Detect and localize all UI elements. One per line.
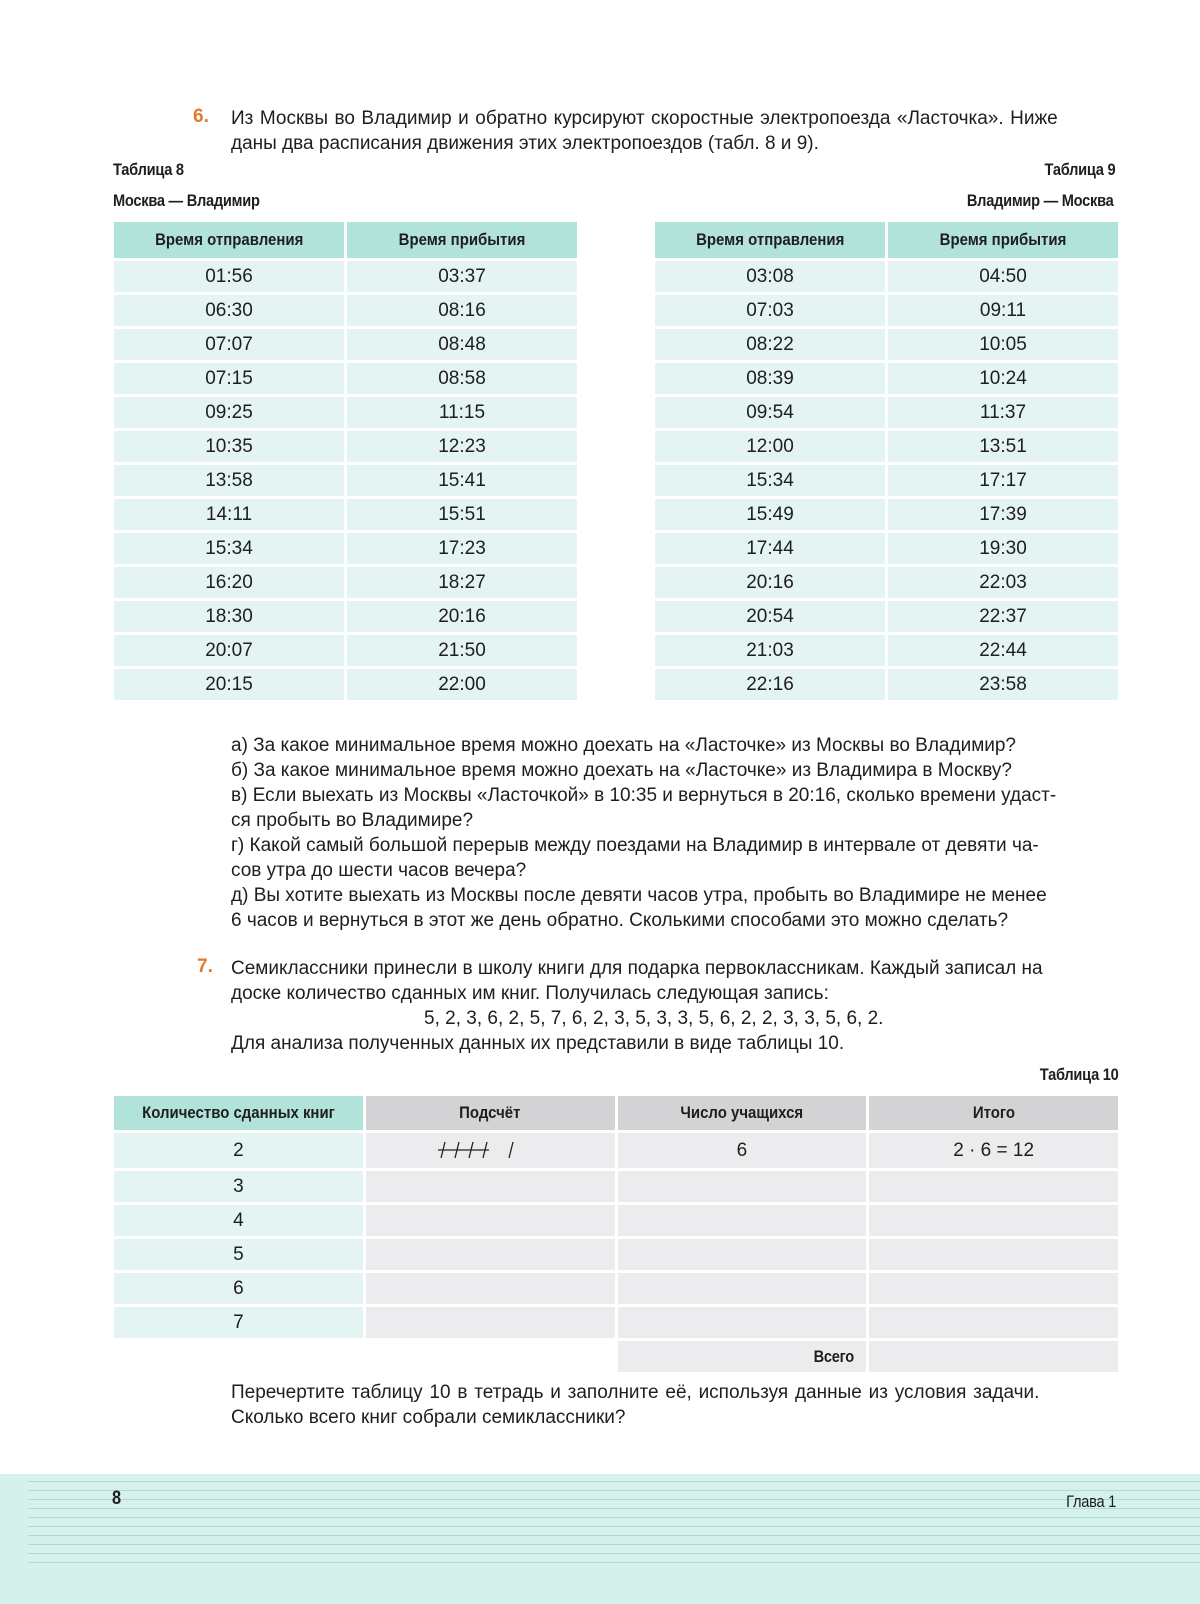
table-9-arrival-cell: 13:51: [888, 431, 1118, 462]
table-8-departure-cell: 07:15: [114, 363, 344, 394]
table-10-tally-cell: [366, 1205, 615, 1236]
task-7-number: 7.: [197, 956, 213, 977]
table-10-total-label: Всего: [618, 1341, 867, 1372]
table-8-departure-cell: 09:25: [114, 397, 344, 428]
table-8-arrival-cell: 21:50: [347, 635, 577, 666]
table-9-arrival-cell: 23:58: [888, 669, 1118, 700]
table-8-arrival-cell: 17:23: [347, 533, 577, 564]
task-6-intro-line: даны два расписания движения этих электропоездов (табл. 8 и 9).: [231, 133, 819, 154]
table-9-departure-cell: 17:44: [655, 533, 885, 564]
table-8-row: [114, 329, 577, 360]
table-10-students-cell: [618, 1307, 867, 1338]
table-8-arrival-cell: 15:51: [347, 499, 577, 530]
table-8-arrival-cell: 20:16: [347, 601, 577, 632]
question-a: а) За какое минимальное время можно доехать на «Ласточке» из Москвы во Владимир?: [231, 735, 1017, 756]
table-9-arrival-cell: 19:30: [888, 533, 1118, 564]
table-10-header-tally: Подсчёт: [366, 1096, 615, 1130]
table-9-departure-cell: 20:16: [655, 567, 885, 598]
task-7-record: 5, 2, 3, 6, 2, 5, 7, 6, 2, 3, 5, 3, 3, 5, 6, 2, 2, 3, 3, 5, 6, 2.: [424, 1008, 884, 1029]
table-10-books-cell: 5: [114, 1239, 363, 1270]
table-9-row: [655, 669, 1118, 700]
table-9-departure-cell: 09:54: [655, 397, 885, 428]
table-9-row: [655, 567, 1118, 598]
table-9-arrival-cell: 10:05: [888, 329, 1118, 360]
question-v-cont: ся пробыть во Владимире?: [231, 810, 474, 831]
table-10-header-total: Итого: [869, 1096, 1118, 1130]
table-9-row: [655, 261, 1118, 292]
table-10-header-books: Количество сданных книг: [114, 1096, 363, 1130]
table-9-arrival-cell: 22:03: [888, 567, 1118, 598]
table-10-students-cell: 6: [618, 1133, 867, 1168]
page-footer: [0, 1474, 1200, 1604]
table-8-arrival-cell: 12:23: [347, 431, 577, 462]
table-8-arrival-cell: 03:37: [347, 261, 577, 292]
table-9-arrival-cell: 09:11: [888, 295, 1118, 326]
task-6-questions: [231, 733, 1117, 933]
question-b: б) За какое минимальное время можно доехать на «Ласточке» из Владимира в Москву?: [231, 760, 1012, 781]
table-9-row: [655, 635, 1118, 666]
question-d: д) Вы хотите выехать из Москвы после девяти часов утра, пробыть во Владимире не менее: [231, 885, 1047, 906]
table-10-total-row: [114, 1341, 1118, 1372]
table-9-departure-cell: 21:03: [655, 635, 885, 666]
table-10-total-value: [869, 1341, 1118, 1372]
table-8-departure-cell: 10:35: [114, 431, 344, 462]
table-8-body: [114, 261, 577, 700]
task-7-intro: [231, 956, 1117, 1056]
question-g-cont: сов утра до шести часов вечера?: [231, 860, 527, 881]
table-9-header-arrival: Время прибытия: [888, 222, 1118, 258]
task-7-closing: [231, 1380, 1117, 1430]
table-8-arrival-cell: 22:00: [347, 669, 577, 700]
task-7-closing-line: Перечертите таблицу 10 в тетрадь и заполните её, используя данные из условия задачи.: [231, 1382, 1040, 1403]
table-9-route: Владимир — Москва: [966, 191, 1113, 210]
table-10-books-cell: 7: [114, 1307, 363, 1338]
table-8-row: [114, 397, 577, 428]
table-9-departure-cell: 15:34: [655, 465, 885, 496]
table-8-header-row: [114, 222, 577, 258]
table-10-row: [114, 1171, 1118, 1202]
table-9-arrival-cell: 10:24: [888, 363, 1118, 394]
table-9-row: [655, 363, 1118, 394]
table-10-students-cell: [618, 1273, 867, 1304]
table-8-row: [114, 499, 577, 530]
table-10-header-students: Число учащихся: [618, 1096, 867, 1130]
table-9-departure-cell: 08:39: [655, 363, 885, 394]
table-10-header-row: [114, 1096, 1118, 1130]
task-6-number: 6.: [193, 106, 209, 127]
table-10-caption: Таблица 10: [1039, 1065, 1118, 1084]
table-10-total-cell: [869, 1273, 1118, 1304]
table-9-header-departure: Время отправления: [655, 222, 885, 258]
table-8-header-departure: Время отправления: [114, 222, 344, 258]
table-9-header-row: [655, 222, 1118, 258]
table-8-departure-cell: 18:30: [114, 601, 344, 632]
table-10-books-cell: 6: [114, 1273, 363, 1304]
table-8-arrival-cell: 15:41: [347, 465, 577, 496]
table-8-row: [114, 295, 577, 326]
table-10-total-cell: 2 · 6 = 12: [869, 1133, 1118, 1168]
table-9-row: [655, 465, 1118, 496]
table-9-arrival-cell: 11:37: [888, 397, 1118, 428]
question-v: в) Если выехать из Москвы «Ласточкой» в 10:35 и вернуться в 20:16, сколько времени удаст-: [231, 785, 1057, 806]
table-10-total-cell: [869, 1205, 1118, 1236]
table-10-students-cell: [618, 1171, 867, 1202]
table-9-departure-cell: 15:49: [655, 499, 885, 530]
table-8-caption: Таблица 8: [113, 160, 184, 179]
table-10-tally-cell: [366, 1307, 615, 1338]
table-8-departure-cell: 01:56: [114, 261, 344, 292]
table-8-row: [114, 601, 577, 632]
table-8-row: [114, 431, 577, 462]
table-10-row: [114, 1307, 1118, 1338]
table-8-arrival-cell: 11:15: [347, 397, 577, 428]
table-9-row: [655, 295, 1118, 326]
table-9-row: [655, 533, 1118, 564]
table-9-body: [655, 261, 1118, 700]
table-8-departure-cell: 06:30: [114, 295, 344, 326]
table-10-total-cell: [869, 1307, 1118, 1338]
table-10-tally-cell: [366, 1239, 615, 1270]
table-8-arrival-cell: 18:27: [347, 567, 577, 598]
table-9-arrival-cell: 17:17: [888, 465, 1118, 496]
table-8-row: [114, 465, 577, 496]
task-7-analysis: Для анализа полученных данных их представили в виде таблицы 10.: [231, 1033, 845, 1054]
table-8-arrival-cell: 08:48: [347, 329, 577, 360]
table-10-books-cell: 3: [114, 1171, 363, 1202]
table-8-row: [114, 567, 577, 598]
table-8-row: [114, 669, 577, 700]
table-9-row: [655, 329, 1118, 360]
table-8-departure-cell: 14:11: [114, 499, 344, 530]
task-6-intro: [231, 106, 1117, 156]
table-10-empty-cell: [114, 1341, 363, 1372]
table-10-tally-cell: [366, 1133, 615, 1168]
task-7-closing-line: Сколько всего книг собрали семиклассники?: [231, 1407, 626, 1428]
table-8-row: [114, 635, 577, 666]
table-10-empty-cell: [366, 1341, 615, 1372]
table-9-departure-cell: 20:54: [655, 601, 885, 632]
table-8-row: [114, 533, 577, 564]
table-8-departure-cell: 20:07: [114, 635, 344, 666]
table-8-arrival-cell: 08:16: [347, 295, 577, 326]
question-g: г) Какой самый большой перерыв между поездами на Владимир в интервале от девяти ча-: [231, 835, 1039, 856]
chapter-label: Глава 1: [1066, 1492, 1116, 1511]
table-8-departure-cell: 20:15: [114, 669, 344, 700]
task-7-intro-line: Семиклассники принесли в школу книги для подарка первоклассникам. Каждый записал на: [231, 958, 1043, 979]
table-9-departure-cell: 03:08: [655, 261, 885, 292]
tally-mark: [509, 1142, 513, 1158]
table-9-caption: Таблица 9: [1044, 160, 1115, 179]
table-9-arrival-cell: 22:37: [888, 601, 1118, 632]
page-number: 8: [112, 1488, 121, 1509]
table-10-students-cell: [618, 1205, 867, 1236]
table-10-books-cell: 2: [114, 1133, 363, 1168]
table-9-row: [655, 397, 1118, 428]
question-d-cont: 6 часов и вернуться в этот же день обратно. Сколькими способами это можно сделать?: [231, 910, 1009, 931]
task-7-intro-line: доске количество сданных им книг. Получилась следующая запись:: [231, 983, 829, 1004]
table-8-departure-cell: 13:58: [114, 465, 344, 496]
table-8-departure-cell: 16:20: [114, 567, 344, 598]
table-8-route: Москва — Владимир: [113, 191, 260, 210]
table-9-arrival-cell: 22:44: [888, 635, 1118, 666]
table-9-departure-cell: 12:00: [655, 431, 885, 462]
table-10-row: [114, 1133, 1118, 1168]
table-9-departure-cell: 07:03: [655, 295, 885, 326]
task-6-intro-line: Из Москвы во Владимир и обратно курсируют скоростные электропоезда «Ласточка». Ниже: [231, 108, 1058, 129]
table-8-header-arrival: Время прибытия: [347, 222, 577, 258]
table-10-row: [114, 1273, 1118, 1304]
table-10-total-cell: [869, 1171, 1118, 1202]
table-10-tally-cell: [366, 1273, 615, 1304]
table-10-books-cell: 4: [114, 1205, 363, 1236]
table-10-body: [114, 1133, 1118, 1338]
table-9-departure-cell: 08:22: [655, 329, 885, 360]
table-8-row: [114, 261, 577, 292]
tally-marks-icon: [435, 1139, 545, 1161]
table-9-row: [655, 431, 1118, 462]
table-8-departure-cell: 15:34: [114, 533, 344, 564]
table-10-tally-cell: [366, 1171, 615, 1202]
table-10-total-cell: [869, 1239, 1118, 1270]
table-8: [111, 219, 580, 703]
table-8-row: [114, 363, 577, 394]
table-8-departure-cell: 07:07: [114, 329, 344, 360]
table-10: [111, 1093, 1121, 1375]
table-9-arrival-cell: 17:39: [888, 499, 1118, 530]
table-10-students-cell: [618, 1239, 867, 1270]
table-9-row: [655, 601, 1118, 632]
table-10-row: [114, 1205, 1118, 1236]
table-9-row: [655, 499, 1118, 530]
table-9: [652, 219, 1121, 703]
table-8-arrival-cell: 08:58: [347, 363, 577, 394]
table-9-arrival-cell: 04:50: [888, 261, 1118, 292]
table-9-departure-cell: 22:16: [655, 669, 885, 700]
table-10-row: [114, 1239, 1118, 1270]
